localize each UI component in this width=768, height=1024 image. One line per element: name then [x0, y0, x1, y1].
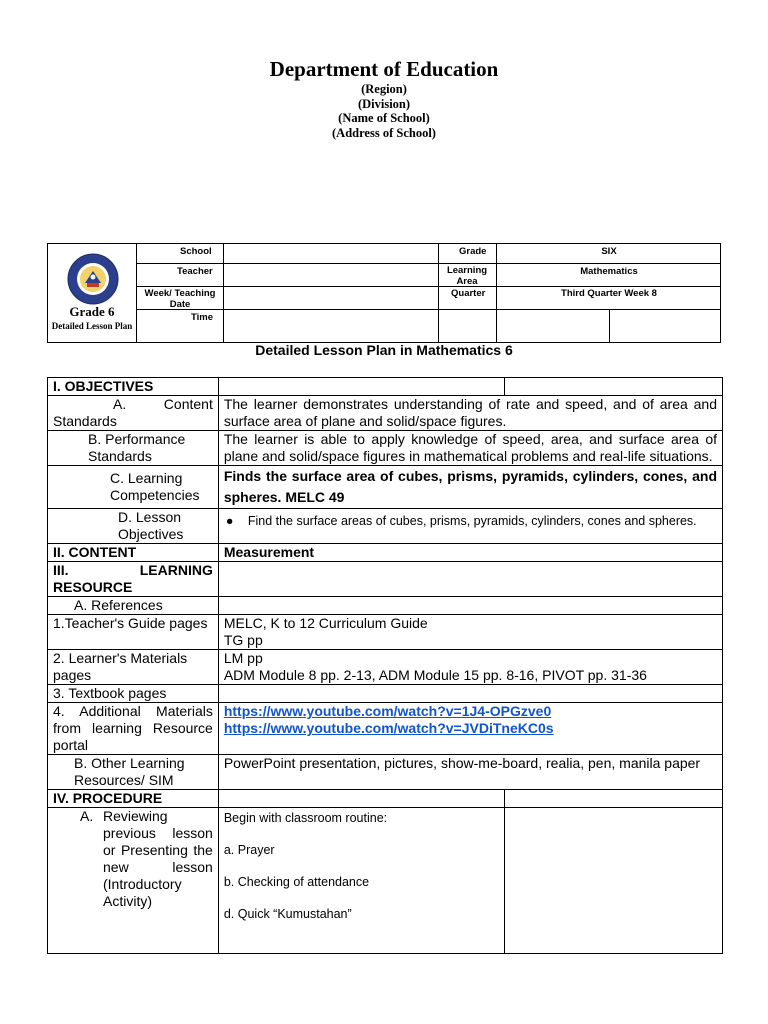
- lesson-info-table: [47, 243, 721, 343]
- school-address-line: (Address of School): [332, 125, 436, 140]
- performance-standards-row: [48, 431, 723, 466]
- objectives-heading: I. OBJECTIVES: [48, 378, 219, 396]
- other-resources-row: [48, 755, 723, 790]
- procedure-row: [48, 790, 723, 808]
- content-value: Measurement: [218, 544, 722, 562]
- routine-intro: Begin with classroom routine:: [223, 811, 388, 825]
- routine-kumustahan: d. Quick “Kumustahan”: [223, 907, 352, 921]
- additional-materials-row: [48, 703, 723, 755]
- textbook-label: 3. Textbook pages: [48, 685, 219, 703]
- grade-label: Grade 6: [69, 304, 115, 319]
- plan-title: Detailed Lesson Plan in Mathematics 6: [255, 342, 513, 358]
- reviewing-label: Reviewing previous lesson or Presenting the new lesson (Introductory Activity): [103, 808, 213, 909]
- performance-standards-value: The learner is able to apply knowledge of speed, area, and surface area of plane and solid/space figures in mathematical problems and real-life situations.: [218, 431, 722, 466]
- routine-attendance: b. Checking of attendance: [223, 875, 370, 889]
- quarter-value: Third Quarter Week 8: [561, 288, 657, 299]
- content-standards-value: The learner demonstrates understanding of rate and speed, and of area and surface area of plane and solid/space figures.: [218, 396, 722, 431]
- learners-materials-value: LM pp ADM Module 8 pp. 2-13, ADM Module 15 pp. 8-16, PIVOT pp. 31-36: [218, 650, 722, 685]
- dlp-label: Detailed Lesson Plan: [51, 321, 133, 331]
- lesson-objectives-row: [48, 509, 723, 544]
- youtube-link-1[interactable]: https://www.youtube.com/watch?v=1J4-OPGzve0: [223, 703, 552, 719]
- learning-area-label: Learning Area: [446, 265, 488, 287]
- teachers-guide-label: 1.Teacher's Guide pages: [48, 615, 219, 650]
- additional-materials-value: [218, 703, 722, 755]
- teacher-label: Teacher: [177, 266, 213, 277]
- quarter-label: Quarter: [451, 288, 486, 299]
- reviewing-row: [48, 808, 723, 954]
- learners-materials-label: 2. Learner's Materials pages: [48, 650, 219, 685]
- performance-standards-label: B. Performance Standards: [48, 431, 219, 466]
- teachers-guide-row: [48, 615, 723, 650]
- learning-competencies-row: [48, 466, 723, 509]
- lesson-plan-table: [47, 377, 723, 954]
- learners-materials-row: [48, 650, 723, 685]
- other-resources-value: PowerPoint presentation, pictures, show-me-board, realia, pen, manila paper: [218, 755, 722, 790]
- youtube-link-2[interactable]: https://www.youtube.com/watch?v=JVDiTneKC0s: [223, 720, 554, 736]
- learning-competencies-label: C. Learning Competencies: [48, 466, 219, 509]
- content-heading: II. CONTENT: [48, 544, 219, 562]
- lesson-objective-item: Find the surface areas of cubes, prisms, pyramids, cylinders, cones and spheres.: [247, 514, 697, 528]
- lesson-objectives-value: ● Find the surface areas of cubes, prisms, pyramids, cylinders, cones and spheres.: [218, 509, 722, 544]
- other-resources-label: B. Other Learning Resources/ SIM: [48, 755, 219, 790]
- additional-materials-label: 4. Additional Materials from learning Resource portal: [48, 703, 219, 755]
- department-title: Department of Education: [269, 57, 499, 81]
- routine-cell: [218, 808, 504, 954]
- deped-seal-icon: [67, 253, 119, 305]
- procedure-heading: IV. PROCEDURE: [48, 790, 219, 808]
- content-standards-label: A. Content Standards: [48, 396, 219, 431]
- region-line: (Region): [361, 82, 407, 96]
- learning-area-value: Mathematics: [580, 266, 638, 277]
- grade-field-label: Grade: [459, 246, 487, 257]
- lesson-objectives-label: D. Lesson Objectives: [48, 509, 219, 544]
- objectives-row: [48, 378, 723, 396]
- learning-resource-heading: III. LEARNING RESOURCE: [48, 562, 219, 597]
- time-label: Time: [191, 312, 214, 323]
- learning-resource-row: [48, 562, 723, 597]
- routine-prayer: a. Prayer: [223, 843, 275, 857]
- content-standards-row: [48, 396, 723, 431]
- references-label: A. References: [48, 597, 219, 615]
- logo-cell: [48, 244, 137, 342]
- learning-competencies-value: Finds the surface area of cubes, prisms, pyramids, cylinders, cones, and spheres. MELC 49: [218, 466, 722, 509]
- document-header: [0, 56, 768, 140]
- teachers-guide-value: MELC, K to 12 Curriculum Guide TG pp: [218, 615, 722, 650]
- grade-value: SIX: [601, 246, 617, 257]
- week-label: Week/ Teaching Date: [144, 288, 216, 310]
- school-name-line: (Name of School): [338, 111, 430, 125]
- reviewing-label-cell: [48, 808, 219, 954]
- division-line: (Division): [357, 96, 411, 111]
- school-label: School: [180, 246, 212, 257]
- textbook-row: [48, 685, 723, 703]
- references-row: [48, 597, 723, 615]
- reviewing-marker: A.: [80, 808, 94, 824]
- content-row: [48, 544, 723, 562]
